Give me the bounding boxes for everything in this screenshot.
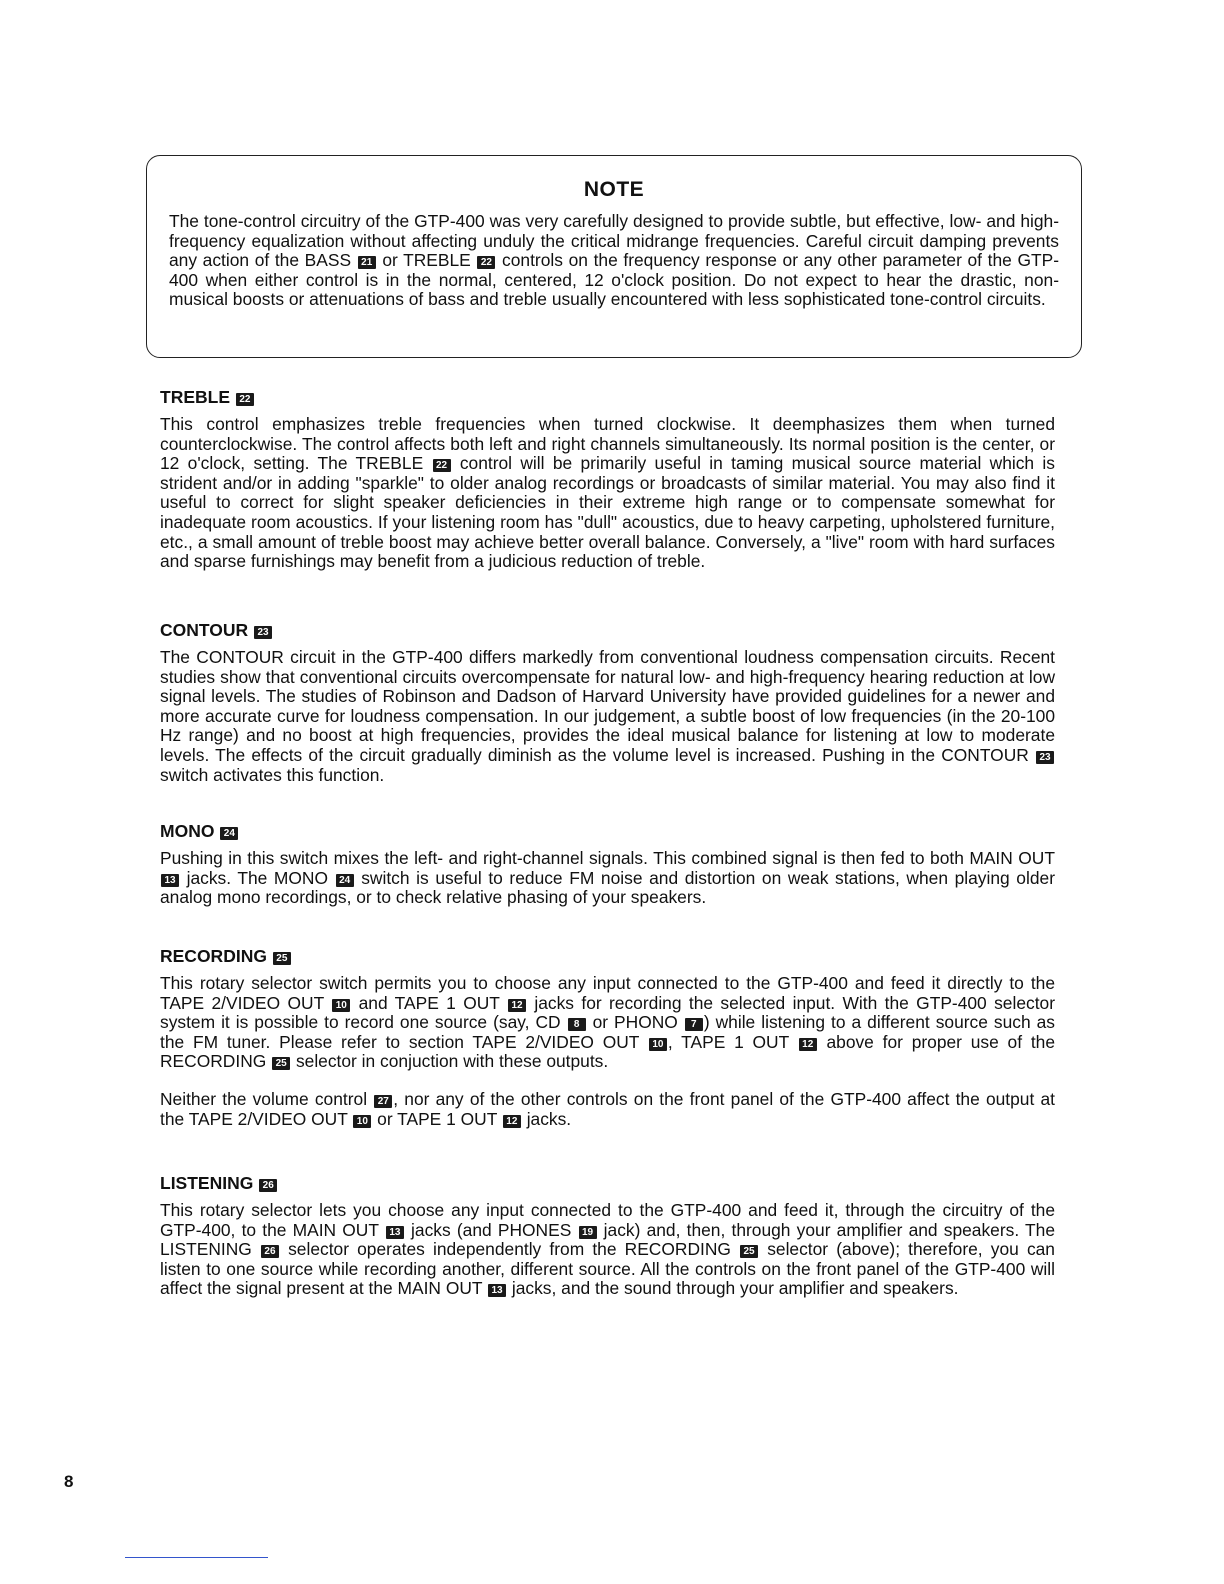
text-part: or TAPE 1 OUT xyxy=(372,1108,502,1129)
section-text xyxy=(160,849,1055,908)
section-listening xyxy=(160,1173,1055,1299)
text-part: , TAPE 1 OUT xyxy=(667,1031,798,1052)
ref-badge: 22 xyxy=(433,459,451,472)
ref-badge: 26 xyxy=(261,1245,279,1258)
section-heading xyxy=(160,620,1055,640)
text-part: jacks (and PHONES xyxy=(404,1219,578,1240)
text-part: or PHONO xyxy=(586,1012,684,1033)
text-part: control will be primarily useful in taming musical source material which is strident and/or in adding "sparkle" to older analog recordings or broadcasts of similar material. You may also find it useful to correct for slight speaker deficiencies in their extreme high range or to compensate somewhat for inadequate room acoustics. If your listening room has "dull" acoustics, due to heavy carpeting, upholstered furniture, etc., a small amount of treble boost may achieve better overall balance. Conversely, a "live" room with hard surfaces and sparse furnishings may benefit from a judicious reduction of treble. xyxy=(160,453,1055,572)
ref-badge: 25 xyxy=(272,1057,290,1070)
section-text xyxy=(160,1090,1055,1129)
heading-text: TREBLE xyxy=(160,387,230,407)
text-part: Pushing in this switch mixes the left- and right-channel signals. This combined signal is then fed to both MAIN OUT xyxy=(160,848,1055,868)
ref-badge: 23 xyxy=(1036,751,1054,764)
text-part: switch is useful to reduce FM noise and distortion on weak stations, when playing older analog mono recordings, or to check relative phasing of your speakers. xyxy=(160,867,1055,908)
note-title: NOTE xyxy=(583,178,645,201)
heading-text: LISTENING xyxy=(160,1173,254,1193)
text-part: above for proper use of the RECORDING xyxy=(160,1031,1056,1072)
text-part: selector (above); therefore, you can listen to one source while recording another, different source. All the controls on the front panel of the GTP-400 will affect the signal present at the MAIN OUT xyxy=(160,1239,1055,1299)
ref-badge: 12 xyxy=(508,999,526,1012)
text-part: jacks, and the sound through your amplifier and speakers. xyxy=(507,1278,959,1299)
section-heading xyxy=(160,387,1055,407)
section-treble xyxy=(160,387,1055,572)
section-text xyxy=(160,648,1055,785)
heading-text: MONO xyxy=(160,821,215,841)
ref-badge: 22 xyxy=(236,393,254,406)
text-part: This control emphasizes treble frequencies when turned clockwise. It deemphasizes them when turned counterclockwise. The control affects both left and right channels simultaneously. Its normal position is the center, or 12 o'clock, setting. The TREBLE xyxy=(160,414,1055,474)
ref-badge: 22 xyxy=(477,256,495,269)
ref-badge: 13 xyxy=(161,874,179,887)
section-contour xyxy=(160,620,1055,785)
text-part: jack) and, then, through your amplifier and speakers. The LISTENING xyxy=(160,1219,1056,1260)
ref-badge: 7 xyxy=(685,1018,703,1031)
heading-text: RECORDING xyxy=(160,946,267,966)
ref-badge: 13 xyxy=(386,1226,404,1239)
text-part: jacks. xyxy=(521,1108,572,1129)
section-text xyxy=(160,1201,1055,1299)
ref-badge: 12 xyxy=(799,1038,817,1051)
note-text-part: controls on the frequency response or any other parameter of the GTP-400 when either control is in the normal, centered, 12 o'clock position. Do not expect to hear the drastic, non-musical boosts or attenuations of bass and treble usually encountered with less sophisticated tone-control circuits. xyxy=(169,250,1059,310)
text-part: selector in conjuction with these outputs. xyxy=(291,1051,609,1072)
text-part: and TAPE 1 OUT xyxy=(351,992,507,1013)
ref-badge: 27 xyxy=(374,1095,392,1108)
ref-badge: 12 xyxy=(503,1115,521,1128)
section-heading xyxy=(160,1173,1055,1193)
text-part: jacks for recording the selected input. With the GTP-400 selector system it is possible to record one source (say, CD xyxy=(160,992,1055,1033)
text-part: Neither the volume control xyxy=(160,1088,374,1109)
bottom-rule xyxy=(125,1557,268,1558)
note-text-part: The tone-control circuitry of the GTP-400 was very carefully designed to provide subtle, but effective, low- and high-frequency equalization without affecting unduly the critical midrange frequencies. Careful circuit damping prevents any action of the BASS xyxy=(169,211,1059,271)
section-text xyxy=(160,415,1055,572)
text-part: ) while listening to a different source such as the FM tuner. Please refer to section TAPE 2/VIDEO OUT xyxy=(160,1012,1055,1052)
ref-badge: 10 xyxy=(332,999,350,1012)
text-part: The CONTOUR circuit in the GTP-400 differs markedly from conventional loudness compensation circuits. Recent studies show that conventional circuits overcompensate for natural low- and high-frequency hearing reduction at low signal levels. The studies of Robinson and Dadson of Harvard University have provided guidelines for a newer and more accurate curve for loudness compensation. In our judgement, a subtle boost of low frequencies (in the 20-100 Hz range) and no boost at high frequencies, provides the ideal musical balance for listening at low to moderate levels. The effects of the circuit gradually diminish as the volume level is increased. Pushing in the CONTOUR xyxy=(160,647,1055,765)
text-part: jacks. The MONO xyxy=(180,867,335,888)
section-heading xyxy=(160,821,1055,841)
ref-badge: 24 xyxy=(336,874,354,887)
note-text xyxy=(169,212,1059,310)
ref-badge: 19 xyxy=(579,1226,597,1239)
ref-badge: 10 xyxy=(353,1115,371,1128)
ref-badge: 10 xyxy=(649,1038,667,1051)
ref-badge: 25 xyxy=(273,952,291,965)
note-text-part: or TREBLE xyxy=(376,250,477,271)
heading-text: CONTOUR xyxy=(160,620,249,640)
ref-badge: 8 xyxy=(568,1018,586,1031)
ref-badge: 24 xyxy=(220,827,238,840)
ref-badge: 21 xyxy=(358,256,376,269)
text-part: selector operates independently from the RECORDING xyxy=(279,1239,740,1260)
text-part: , nor any of the other controls on the front panel of the GTP-400 affect the output at the TAPE 2/VIDEO OUT xyxy=(160,1088,1055,1129)
note-box xyxy=(146,155,1082,358)
page-number: 8 xyxy=(64,1472,74,1491)
section-text xyxy=(160,974,1055,1072)
section-recording xyxy=(160,946,1055,1129)
section-heading xyxy=(160,946,1055,966)
text-part: This rotary selector lets you choose any input connected to the GTP-400 and feed it, through the circuitry of the GTP-400, to the MAIN OUT xyxy=(160,1200,1055,1240)
ref-badge: 13 xyxy=(488,1284,506,1297)
ref-badge: 25 xyxy=(740,1245,758,1258)
ref-badge: 23 xyxy=(254,626,272,639)
text-part: switch activates this function. xyxy=(160,764,385,785)
section-mono xyxy=(160,821,1055,908)
text-part: This rotary selector switch permits you to choose any input connected to the GTP-400 and feed it directly to the TAPE 2/VIDEO OUT xyxy=(160,973,1055,1013)
ref-badge: 26 xyxy=(259,1179,277,1192)
